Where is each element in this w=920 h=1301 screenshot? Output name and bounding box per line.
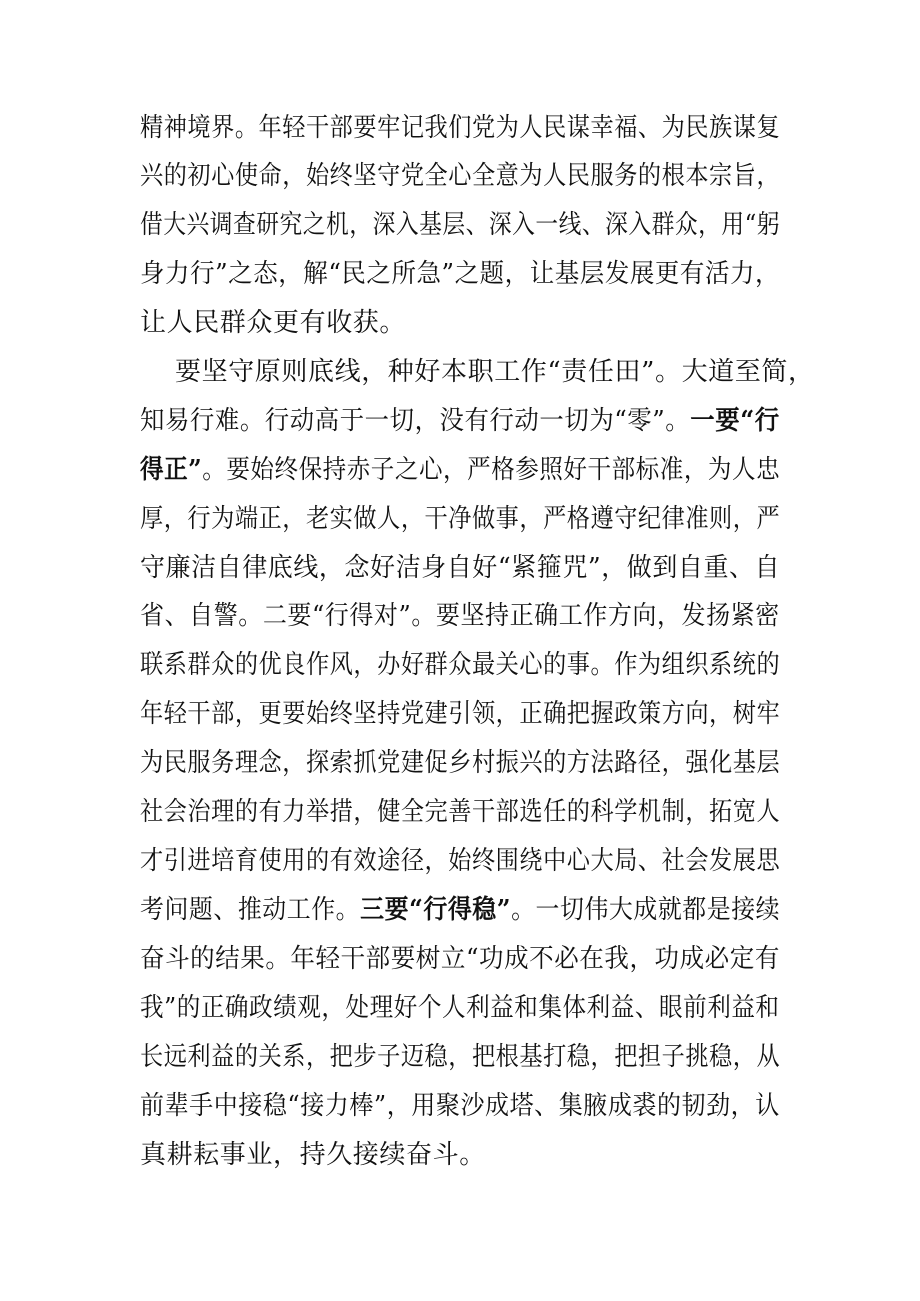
- text-run: 。一切伟大成就都是接续: [511, 895, 781, 925]
- text-run: 我”的正确政绩观，处理好个人利益和集体利益、眼前利益和: [140, 993, 780, 1023]
- line-10: [140, 550, 780, 586]
- line-8: [140, 452, 780, 488]
- line-6: [175, 354, 815, 390]
- text-run: 身力行”之态，解“民之所急”之题，让基层发展更有活力，: [140, 259, 781, 289]
- text-run: 厚，行为端正，老实做人，干净做事，严格遵守纪律准则，严: [140, 504, 781, 534]
- text-run: 考问题、推动工作。: [140, 895, 361, 925]
- text-run: 联系群众的优良作风，办好群众最关心的事。作为组织系统的: [140, 650, 781, 680]
- text-run: 年轻干部，更要始终坚持党建引领，正确把握政策方向，树牢: [140, 699, 781, 729]
- text-run: 奋斗的结果。年轻干部要树立“功成不必在我，功成必定有: [140, 944, 780, 974]
- line-14: [140, 745, 780, 781]
- line-12: [140, 647, 780, 683]
- line-2: [140, 158, 780, 194]
- line-22: [140, 1137, 486, 1173]
- line-13: [140, 696, 780, 732]
- line-11: [140, 598, 780, 634]
- text-run: 长远利益的关系，把步子迈稳，把根基打稳，把担子挑稳，从: [140, 1042, 781, 1072]
- line-7: [140, 403, 780, 439]
- line-21: [140, 1088, 780, 1124]
- text-run: 要坚守原则底线，种好本职工作“责任田”。大道至简，: [175, 357, 815, 387]
- bold-text-run: 三要“行得稳”: [360, 895, 512, 925]
- text-run: 真耕耘事业，持久接续奋斗。: [140, 1140, 486, 1170]
- text-run: 借大兴调查研究之机，深入基层、深入一线、深入群众，用“躬: [140, 210, 781, 240]
- line-18: [140, 941, 780, 977]
- line-16: [140, 843, 780, 879]
- text-run: 精神境界。年轻干部要牢记我们党为人民谋幸福、为民族谋复: [140, 113, 781, 143]
- text-run: 前辈手中接稳“接力棒”，用聚沙成塔、集腋成裘的韧劲，认: [140, 1091, 780, 1121]
- line-4: [140, 256, 780, 292]
- text-run: 社会治理的有力举措，健全完善干部选任的科学机制，拓宽人: [140, 797, 781, 827]
- text-run: 省、自警。二要“行得对”。要坚持正确工作方向，发扬紧密: [140, 601, 780, 631]
- line-15: [140, 794, 780, 830]
- line-1: [140, 110, 780, 146]
- line-5: [140, 305, 406, 341]
- line-3: [140, 207, 780, 243]
- text-run: 兴的初心使命，始终坚守党全心全意为人民服务的根本宗旨，: [140, 161, 781, 191]
- bold-text-run: 一要“行: [690, 406, 780, 436]
- text-run: 让人民群众更有收获。: [140, 308, 407, 338]
- text-run: 为民服务理念，探索抓党建促乡村振兴的方法路径，强化基层: [140, 748, 781, 778]
- line-17: [140, 892, 780, 928]
- line-9: [140, 501, 780, 537]
- text-run: 。要始终保持赤子之心，严格参照好干部标准，为人忠: [202, 455, 781, 485]
- line-19: [140, 990, 780, 1026]
- line-20: [140, 1039, 780, 1075]
- text-run: 知易行难。行动高于一切，没有行动一切为“零”。: [140, 406, 691, 436]
- text-run: 守廉洁自律底线，念好洁身自好“紧箍咒”，做到自重、自: [140, 553, 781, 583]
- text-run: 才引进培育使用的有效途径，始终围绕中心大局、社会发展思: [140, 846, 781, 876]
- bold-text-run: 得正”: [140, 455, 203, 485]
